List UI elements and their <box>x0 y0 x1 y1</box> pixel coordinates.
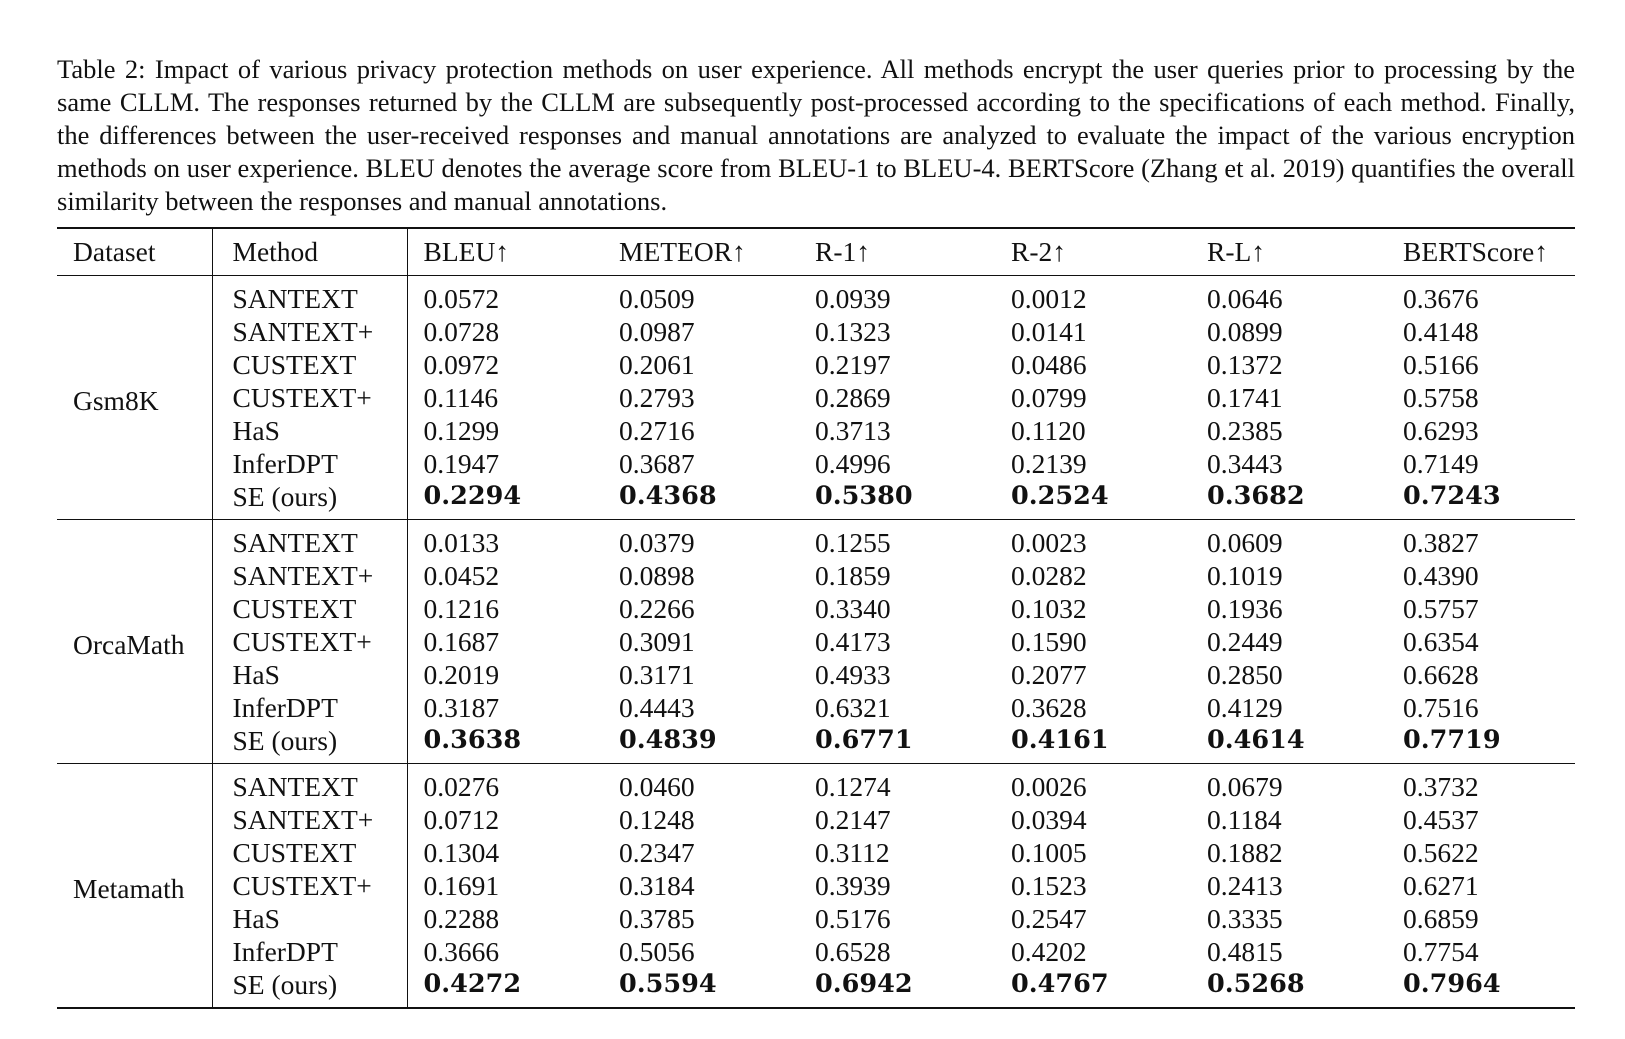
dataset-group <box>57 520 1575 764</box>
bertscore-value-cell: 0.5758 <box>1403 382 1479 413</box>
meteor-value-cell: 0.0987 <box>619 316 695 347</box>
bertscore-value-cell: 0.6859 <box>1403 903 1479 934</box>
bertscore-value-cell: 0.7964 <box>1403 969 1501 999</box>
table-row <box>57 381 1575 414</box>
r1-value-cell: 0.2197 <box>815 349 891 380</box>
bertscore-value-cell: 0.7243 <box>1403 481 1501 511</box>
r2-value-cell: 0.0394 <box>1011 804 1087 835</box>
bertscore-value-cell: 0.6293 <box>1403 415 1479 446</box>
table-row <box>57 559 1575 592</box>
meteor-value-cell: 0.3091 <box>619 626 695 657</box>
meteor-value-cell: 0.2347 <box>619 837 695 868</box>
table-row <box>57 968 1575 1008</box>
r1-value-cell: 0.0939 <box>815 283 891 314</box>
bleu-value-cell: 0.1146 <box>423 382 499 413</box>
r2-value-cell: 0.0023 <box>1011 527 1087 558</box>
header-r1: R-1↑ <box>815 236 870 267</box>
bertscore-value-cell: 0.6354 <box>1403 626 1479 657</box>
table-row <box>57 935 1575 968</box>
meteor-value-cell: 0.5056 <box>619 936 695 967</box>
bertscore-value-cell: 0.3732 <box>1403 771 1479 802</box>
rl-value-cell: 0.1882 <box>1207 837 1283 868</box>
results-table <box>57 227 1575 1009</box>
rl-value-cell: 0.0899 <box>1207 316 1283 347</box>
bleu-value-cell: 0.0728 <box>423 316 500 347</box>
r2-value-cell: 0.1032 <box>1011 593 1087 624</box>
rl-value-cell: 0.4129 <box>1207 692 1283 723</box>
rl-value-cell: 0.2850 <box>1207 659 1283 690</box>
header-rl: R-L↑ <box>1207 236 1266 267</box>
r1-value-cell: 0.4996 <box>815 448 891 479</box>
method-cell: CUSTEXT <box>212 592 407 625</box>
r1-value-cell: 0.3713 <box>815 415 891 446</box>
r1-value-cell: 0.4173 <box>815 626 891 657</box>
table-row <box>57 447 1575 480</box>
header-dataset: Dataset <box>57 228 212 276</box>
table-row <box>57 520 1575 560</box>
r2-value-cell: 0.1120 <box>1011 415 1086 446</box>
meteor-value-cell: 0.4443 <box>619 692 695 723</box>
r1-value-cell: 0.2147 <box>815 804 891 835</box>
rl-value-cell: 0.5268 <box>1207 969 1305 999</box>
method-cell: SANTEXT+ <box>212 559 407 592</box>
dataset-cell: OrcaMath <box>57 520 212 764</box>
method-cell: CUSTEXT <box>212 348 407 381</box>
method-cell: InferDPT <box>212 935 407 968</box>
r2-value-cell: 0.4202 <box>1011 936 1087 967</box>
table-row <box>57 764 1575 804</box>
meteor-value-cell: 0.4839 <box>619 725 717 755</box>
r1-value-cell: 0.1255 <box>815 527 891 558</box>
bertscore-value-cell: 0.3827 <box>1403 527 1479 558</box>
bertscore-value-cell: 0.7149 <box>1403 448 1479 479</box>
meteor-value-cell: 0.4368 <box>619 481 717 511</box>
meteor-value-cell: 0.3184 <box>619 870 695 901</box>
table-row <box>57 902 1575 935</box>
rl-value-cell: 0.0679 <box>1207 771 1283 802</box>
bertscore-value-cell: 0.4390 <box>1403 560 1479 591</box>
bleu-value-cell: 0.1216 <box>423 593 500 624</box>
method-cell: SE (ours) <box>212 968 407 1008</box>
rl-value-cell: 0.4815 <box>1207 936 1283 967</box>
r2-value-cell: 0.1590 <box>1011 626 1087 657</box>
method-cell: InferDPT <box>212 691 407 724</box>
r1-value-cell: 0.1323 <box>815 316 891 347</box>
table-row <box>57 869 1575 902</box>
method-cell: SANTEXT+ <box>212 803 407 836</box>
r2-value-cell: 0.2524 <box>1011 481 1109 511</box>
table-row <box>57 276 1575 316</box>
method-cell: InferDPT <box>212 447 407 480</box>
method-cell: CUSTEXT <box>212 836 407 869</box>
header-method: Method <box>212 228 407 276</box>
header-bleu: BLEU↑ <box>423 236 510 267</box>
r1-value-cell: 0.6942 <box>815 969 913 999</box>
r1-value-cell: 0.6321 <box>815 692 891 723</box>
meteor-value-cell: 0.3785 <box>619 903 695 934</box>
r2-value-cell: 0.4161 <box>1011 725 1109 755</box>
dataset-cell: Metamath <box>57 764 212 1009</box>
r1-value-cell: 0.3112 <box>815 837 890 868</box>
r1-value-cell: 0.2869 <box>815 382 891 413</box>
table-caption: Table 2: Impact of various privacy protection methods on user experience. All methods encrypt the user queries prior to processing by the same CLLM. The responses returned by the CLLM are subsequently post-processed according to the specifications of each method. Finally, the differences between the user-received responses and manual annotations are analyzed to evaluate the impact of the various encryption methods on user experience. BLEU denotes the average score from BLEU-1 to BLEU-4. BERTScore (Zhang et al. 2019) quantifies the overall similarity between the responses and manual annotations. <box>57 53 1575 216</box>
method-cell: SE (ours) <box>212 724 407 764</box>
rl-value-cell: 0.0609 <box>1207 527 1283 558</box>
table-row <box>57 348 1575 381</box>
r1-value-cell: 0.6528 <box>815 936 891 967</box>
method-cell: CUSTEXT+ <box>212 381 407 414</box>
header-meteor: METEOR↑ <box>619 236 746 267</box>
table-row <box>57 836 1575 869</box>
bleu-value-cell: 0.1299 <box>423 415 500 446</box>
rl-value-cell: 0.1184 <box>1207 804 1282 835</box>
bertscore-value-cell: 0.5622 <box>1403 837 1479 868</box>
rl-value-cell: 0.0646 <box>1207 283 1283 314</box>
r2-value-cell: 0.0012 <box>1011 283 1087 314</box>
bleu-value-cell: 0.1691 <box>423 870 500 901</box>
r1-value-cell: 0.1274 <box>815 771 891 802</box>
bleu-value-cell: 0.0133 <box>423 527 500 558</box>
table-row <box>57 592 1575 625</box>
bertscore-value-cell: 0.4148 <box>1403 316 1479 347</box>
bertscore-value-cell: 0.6628 <box>1403 659 1479 690</box>
meteor-value-cell: 0.3171 <box>619 659 695 690</box>
meteor-value-cell: 0.2793 <box>619 382 695 413</box>
method-cell: SANTEXT <box>212 520 407 560</box>
bleu-value-cell: 0.1304 <box>423 837 500 868</box>
r1-value-cell: 0.4933 <box>815 659 891 690</box>
bertscore-value-cell: 0.7754 <box>1403 936 1479 967</box>
r2-value-cell: 0.2077 <box>1011 659 1087 690</box>
meteor-value-cell: 0.0898 <box>619 560 695 591</box>
bleu-value-cell: 0.0712 <box>423 804 500 835</box>
dataset-cell: Gsm8K <box>57 276 212 520</box>
r2-value-cell: 0.3628 <box>1011 692 1087 723</box>
bleu-value-cell: 0.4272 <box>423 969 522 999</box>
bleu-value-cell: 0.2294 <box>423 481 522 511</box>
r2-value-cell: 0.1005 <box>1011 837 1087 868</box>
method-cell: SE (ours) <box>212 480 407 520</box>
bleu-value-cell: 0.3638 <box>423 725 522 755</box>
method-cell: SANTEXT+ <box>212 315 407 348</box>
r1-value-cell: 0.5380 <box>815 481 913 511</box>
table-row <box>57 414 1575 447</box>
meteor-value-cell: 0.0509 <box>619 283 695 314</box>
r2-value-cell: 0.1523 <box>1011 870 1087 901</box>
table-row <box>57 480 1575 520</box>
bleu-value-cell: 0.1687 <box>423 626 500 657</box>
r1-value-cell: 0.5176 <box>815 903 891 934</box>
dataset-group <box>57 764 1575 1009</box>
r2-value-cell: 0.0486 <box>1011 349 1087 380</box>
r1-value-cell: 0.3939 <box>815 870 891 901</box>
r1-value-cell: 0.6771 <box>815 725 913 755</box>
rl-value-cell: 0.2413 <box>1207 870 1283 901</box>
meteor-value-cell: 0.2716 <box>619 415 695 446</box>
table-row <box>57 724 1575 764</box>
bleu-value-cell: 0.3187 <box>423 692 500 723</box>
r2-value-cell: 0.2139 <box>1011 448 1087 479</box>
bleu-value-cell: 0.0572 <box>423 283 500 314</box>
rl-value-cell: 0.2449 <box>1207 626 1283 657</box>
bleu-value-cell: 0.0452 <box>423 560 500 591</box>
meteor-value-cell: 0.3687 <box>619 448 695 479</box>
header-bertscore: BERTScore↑ <box>1403 236 1548 267</box>
table-header <box>57 228 1575 276</box>
meteor-value-cell: 0.1248 <box>619 804 695 835</box>
table-row <box>57 803 1575 836</box>
rl-value-cell: 0.1372 <box>1207 349 1283 380</box>
rl-value-cell: 0.3682 <box>1207 481 1305 511</box>
bertscore-value-cell: 0.5166 <box>1403 349 1479 380</box>
r2-value-cell: 0.4767 <box>1011 969 1109 999</box>
table-row <box>57 658 1575 691</box>
rl-value-cell: 0.4614 <box>1207 725 1305 755</box>
r1-value-cell: 0.1859 <box>815 560 891 591</box>
table-row <box>57 625 1575 658</box>
method-cell: SANTEXT <box>212 276 407 316</box>
r1-value-cell: 0.3340 <box>815 593 891 624</box>
bertscore-value-cell: 0.5757 <box>1403 593 1479 624</box>
bertscore-value-cell: 0.7516 <box>1403 692 1479 723</box>
method-cell: CUSTEXT+ <box>212 625 407 658</box>
header-row <box>57 228 1575 276</box>
method-cell: HaS <box>212 658 407 691</box>
r2-value-cell: 0.0799 <box>1011 382 1087 413</box>
bertscore-value-cell: 0.3676 <box>1403 283 1479 314</box>
bleu-value-cell: 0.2288 <box>423 903 500 934</box>
meteor-value-cell: 0.0379 <box>619 527 695 558</box>
method-cell: SANTEXT <box>212 764 407 804</box>
bleu-value-cell: 0.0276 <box>423 771 500 802</box>
rl-value-cell: 0.1741 <box>1207 382 1283 413</box>
bleu-value-cell: 0.0972 <box>423 349 500 380</box>
rl-value-cell: 0.3335 <box>1207 903 1283 934</box>
meteor-value-cell: 0.2061 <box>619 349 695 380</box>
r2-value-cell: 0.0141 <box>1011 316 1087 347</box>
bertscore-value-cell: 0.4537 <box>1403 804 1479 835</box>
rl-value-cell: 0.1936 <box>1207 593 1283 624</box>
rl-value-cell: 0.3443 <box>1207 448 1283 479</box>
r2-value-cell: 0.0026 <box>1011 771 1087 802</box>
r2-value-cell: 0.0282 <box>1011 560 1087 591</box>
table-row <box>57 691 1575 724</box>
r2-value-cell: 0.2547 <box>1011 903 1087 934</box>
bertscore-value-cell: 0.6271 <box>1403 870 1479 901</box>
bleu-value-cell: 0.1947 <box>423 448 500 479</box>
method-cell: CUSTEXT+ <box>212 869 407 902</box>
rl-value-cell: 0.2385 <box>1207 415 1283 446</box>
method-cell: HaS <box>212 902 407 935</box>
table-row <box>57 315 1575 348</box>
header-r2: R-2↑ <box>1011 236 1066 267</box>
method-cell: HaS <box>212 414 407 447</box>
rl-value-cell: 0.1019 <box>1207 560 1283 591</box>
bleu-value-cell: 0.2019 <box>423 659 500 690</box>
meteor-value-cell: 0.5594 <box>619 969 717 999</box>
meteor-value-cell: 0.0460 <box>619 771 695 802</box>
meteor-value-cell: 0.2266 <box>619 593 695 624</box>
bleu-value-cell: 0.3666 <box>423 936 500 967</box>
bertscore-value-cell: 0.7719 <box>1403 725 1501 755</box>
dataset-group <box>57 276 1575 520</box>
